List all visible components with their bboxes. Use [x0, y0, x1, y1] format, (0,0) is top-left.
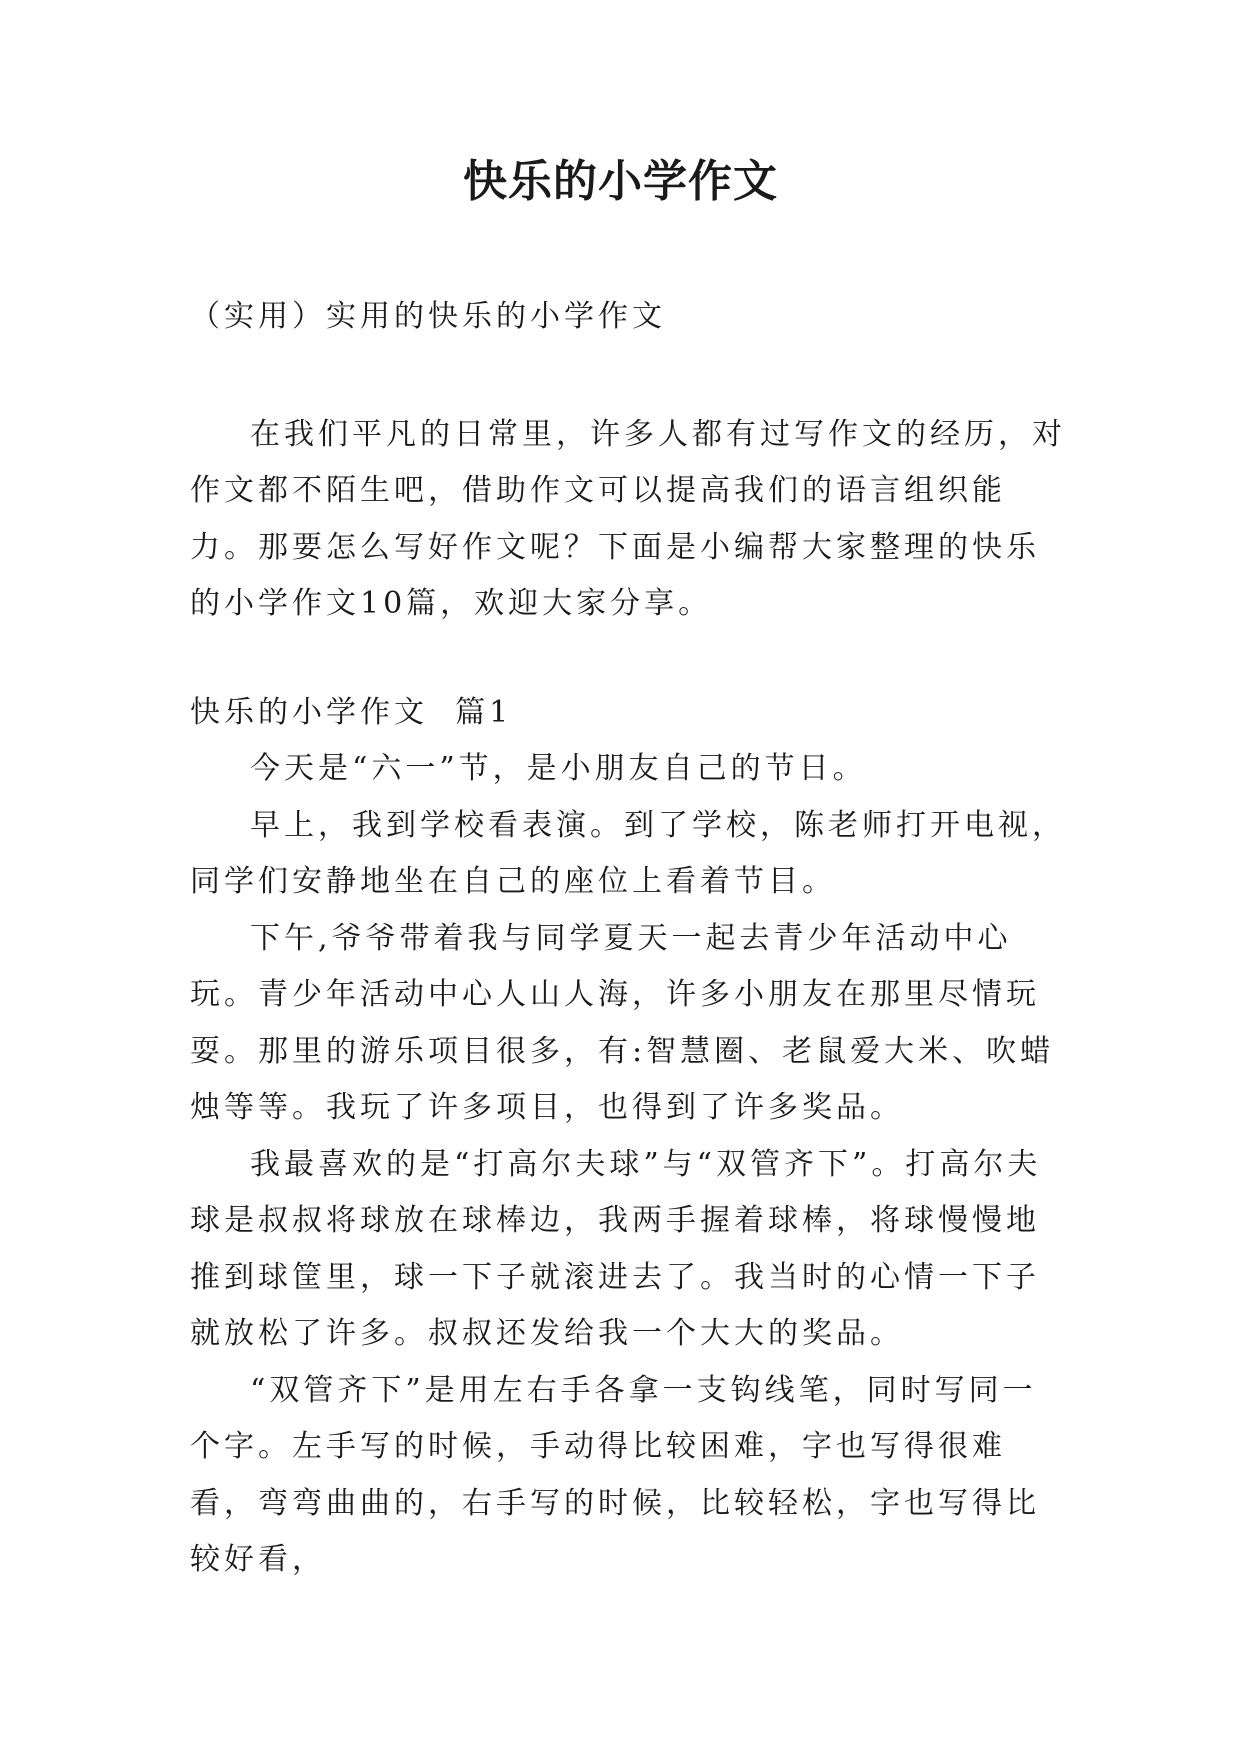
document-body: [190, 289, 1070, 1589]
document-subtitle: （实用）实用的快乐的小学作文: [190, 299, 666, 334]
intro-paragraph: 在我们平凡的日常里，许多人都有过写作文的经历，对作文都不陌生吧，借助作文可以提高我们的语言组织能力。那要怎么写好作文呢？下面是小编帮大家整理的快乐的小学作文10篇，欢迎大家分享。: [190, 416, 1066, 621]
spacer: [190, 633, 1070, 685]
body-paragraph: 我最喜欢的是“打高尔夫球”与“双管齐下”。打高尔夫球是叔叔将球放在球棒边，我两手握着球棒，将球慢慢地推到球筐里，球一下子就滚进去了。我当时的心情一下子就放松了许多。叔叔还发给我一个大大的奖品。: [190, 1146, 1042, 1351]
body-paragraph: 下午,爷爷带着我与同学夏天一起去青少年活动中心玩。青少年活动中心人山人海，许多小朋友在那里尽情玩耍。那里的游乐项目很多，有:智慧圈、老鼠爱大米、吹蜡烛等等。我玩了许多项目，也得到了许多奖品。: [190, 920, 1055, 1125]
body-paragraph: 早上，我到学校看表演。到了学校，陈老师打开电视，同学们安静地坐在自己的座位上看着节目。: [190, 807, 1066, 899]
section-heading: 快乐的小学作文 篇1: [190, 694, 513, 730]
document-title: 快乐的小学作文: [463, 156, 778, 207]
body-paragraph: “双管齐下”是用左右手各拿一支钩线笔，同时写同一个字。左手写的时候，手动得比较困难，字也写得很难看，弯弯曲曲的，右手写的时候，比较轻松，字也写得比较好看，: [190, 1372, 1040, 1577]
spacer: [190, 346, 1070, 407]
body-paragraph: 今天是“六一”节，是小朋友自己的节日。: [250, 751, 867, 786]
